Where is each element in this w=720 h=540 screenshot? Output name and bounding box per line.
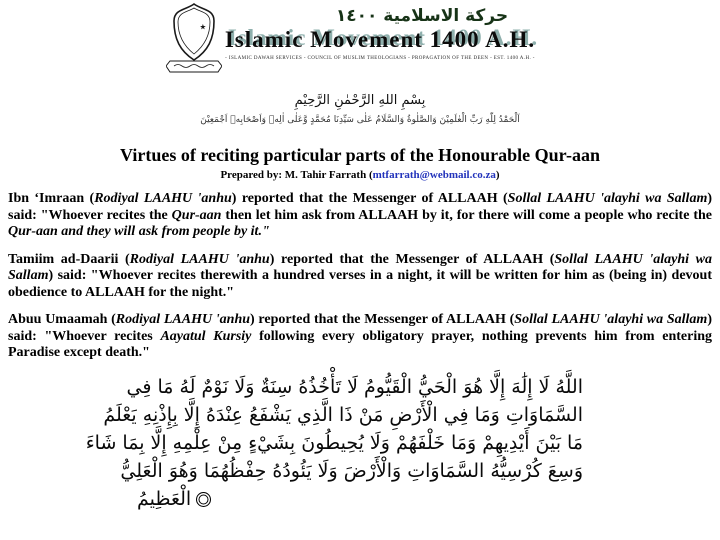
quran-verse-line: وَسِعَ كُرْسِيُّهُ السَّمَاوَاتِ وَالْأَرْضَ وَلَا يَئُودُهُ حِفْظُهُمَا وَهُوَ الْعَلِيُّ xyxy=(120,459,583,482)
text-segment: Rodiyal LAAHU 'anhu xyxy=(94,191,232,206)
email-link[interactable]: mtfarrath@webmail.co.za xyxy=(372,169,496,181)
header xyxy=(0,0,720,83)
hamdala-text: اَلْحَمْدُ لِلّٰهِ رَبِّ الْعٰلَمِيْنَ وَالصَّلٰوةُ وَالسَّلَامُ عَلٰى سَيِّدِنَا مُحَمَّدٍ وَّعَلٰى اٰلِهٖ وَاَصْحَابِهٖ اَجْمَعِيْنَ xyxy=(200,115,520,125)
text-segment: then let him ask from ALLAAH by it, for there will come a people who recite the xyxy=(221,207,713,223)
text-segment: Sollal LAAHU 'alayhi wa Sallam xyxy=(8,251,712,283)
text-segment: Rodiyal LAAHU 'anhu xyxy=(115,312,251,327)
hadith-paragraph xyxy=(8,191,712,241)
text-segment: ) said: "Whoever recites the xyxy=(8,191,713,223)
english-org-title: Islamic Movement 1400 A.H. xyxy=(224,27,536,52)
hadith-paragraph xyxy=(8,312,712,362)
quran-verse-line: الْعَظِيمُ xyxy=(137,485,583,513)
ayatul-kursi-arabic xyxy=(85,373,583,513)
text-segment: Sollal LAAHU 'alayhi wa Sallam xyxy=(507,191,708,206)
text-segment: Abuu Umaamah ( xyxy=(8,312,116,327)
text-segment: Ibn ‘Imraan ( xyxy=(8,191,95,206)
quran-verse-line: مَا بَيْنَ أَيْدِيهِمْ وَمَا خَلْفَهُمْ وَلَا يُحِيطُونَ بِشَيْءٍ مِنْ عِلْمِهِ إِلَّا بِمَا شَاءَ xyxy=(85,431,583,454)
quran-verse-line: السَّمَاوَاتِ وَمَا فِي الْأَرْضِ مَنْ ذَا الَّذِي يَشْفَعُ عِنْدَهُ إِلَّا بِإِذْنِهِ يَعْلَمُ xyxy=(103,403,583,426)
document-title: Virtues of reciting particular parts of the Honourable Qur-aan xyxy=(120,145,600,165)
text-segment: Tamiim ad-Daarii ( xyxy=(8,251,130,267)
text-segment: ) said: "Whoever recites therewith a hundred verses in a night, it will be written for him as (being in) devout obedience to ALLAAH for the night." xyxy=(8,268,712,300)
hadith-paragraphs xyxy=(8,191,712,362)
arabic-org-title: حركة الاسلامية ١٤٠٠ xyxy=(335,6,509,26)
hadith-paragraph xyxy=(8,252,712,302)
text-segment: ) said: "Whoever recites xyxy=(8,312,712,344)
bismillah-text: بِسْمِ اللهِ الرَّحْمٰنِ الرَّحِيْمِ xyxy=(294,93,426,108)
text-segment: Aayatul Kursiy xyxy=(160,328,252,344)
text-segment: Rodiyal LAAHU 'anhu xyxy=(129,251,270,267)
text-segment: Qur-aan xyxy=(171,207,222,223)
prepared-by-suffix: ) xyxy=(495,169,500,181)
quran-verse-line: اللَّهُ لَا إِلَٰهَ إِلَّا هُوَ الْحَيُّ الْقَيُّومُ لَا تَأْخُذُهُ سِنَةٌ وَلَا نَوْمٌ لَهُ مَا فِي xyxy=(126,375,583,398)
prepared-by-line xyxy=(0,169,720,181)
ayah-end-marker-icon xyxy=(196,492,211,507)
prepared-by-prefix: Prepared by: M. Tahir Farrath ( xyxy=(220,169,373,181)
text-segment: ) reported that the Messenger of ALLAAH ( xyxy=(231,191,508,206)
invocation-block xyxy=(0,93,720,125)
text-segment: Qur-aan and they will ask from people by it." xyxy=(8,224,270,239)
text-segment: ) reported that the Messenger of ALLAAH ( xyxy=(250,312,515,327)
org-subtitle-line: - ISLAMIC DAWAH SERVICES - COUNCIL OF MUSLIM THEOLOGIANS - PROPAGATION OF THE DEEN - EST. 1400 A.H. - xyxy=(225,56,535,61)
text-segment: Sollal LAAHU 'alayhi wa Sallam xyxy=(514,312,708,327)
text-segment: following every obligatory prayer, nothing prevents him from entering Paradise except death." xyxy=(8,328,712,360)
text-segment: ) reported that the Messenger of ALLAAH ( xyxy=(269,251,555,267)
